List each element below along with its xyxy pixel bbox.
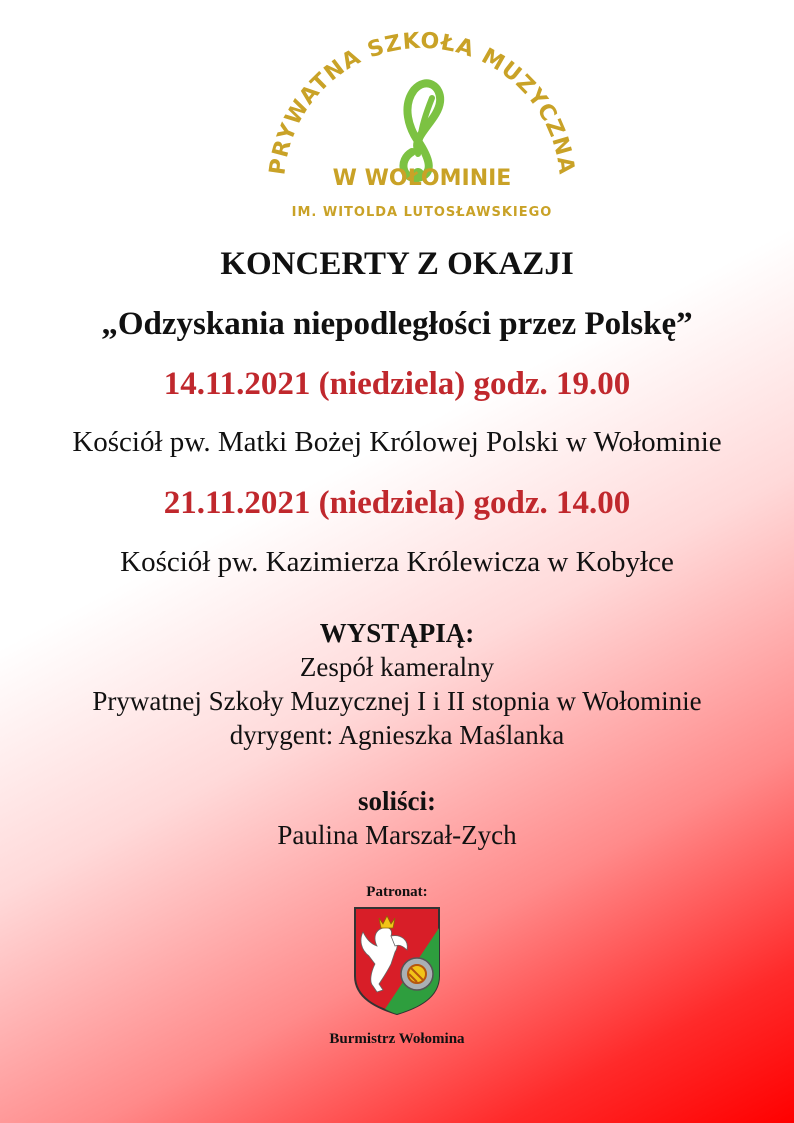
patron-name: Burmistrz Wołomina — [329, 1031, 465, 1047]
school-logo — [262, 28, 582, 228]
soloist-name: Paulina Marszał-Zych — [277, 820, 517, 850]
event-venue-1: Kościół pw. Matki Bożej Królowej Polski w Wołominie — [72, 426, 722, 458]
patronage-label: Patronat: — [366, 884, 428, 900]
logo-town-text: W WOŁOMINIE — [332, 166, 512, 191]
soloists-section — [0, 784, 794, 852]
performers-heading: WYSTĄPIĄ: — [319, 618, 475, 648]
soloists-heading: soliści: — [358, 786, 436, 816]
wolomin-coat-of-arms-icon — [353, 906, 441, 1016]
page-subtitle: „Odzyskania niepodległości przez Polskę” — [101, 306, 693, 342]
event-venue-2: Kościół pw. Kazimierza Królewicza w Kobyłce — [120, 546, 674, 578]
performers-line: Prywatnej Szkoły Muzycznej I i II stopnia w Wołominie — [92, 686, 702, 716]
event-date-1: 14.11.2021 (niedziela) godz. 19.00 — [163, 366, 631, 402]
performers-line: Zespół kameralny — [299, 652, 495, 682]
performers-section — [0, 616, 794, 752]
logo-patron-text: IM. WITOLDA LUTOSŁAWSKIEGO — [291, 205, 553, 220]
event-date-2: 21.11.2021 (niedziela) godz. 14.00 — [163, 485, 631, 521]
performers-line: dyrygent: Agnieszka Maślanka — [229, 720, 565, 750]
logo-arc-text: PRYWATNA SZKOŁA MUZYCZNA — [265, 28, 579, 177]
page-title: KONCERTY Z OKAZJI — [220, 246, 574, 282]
